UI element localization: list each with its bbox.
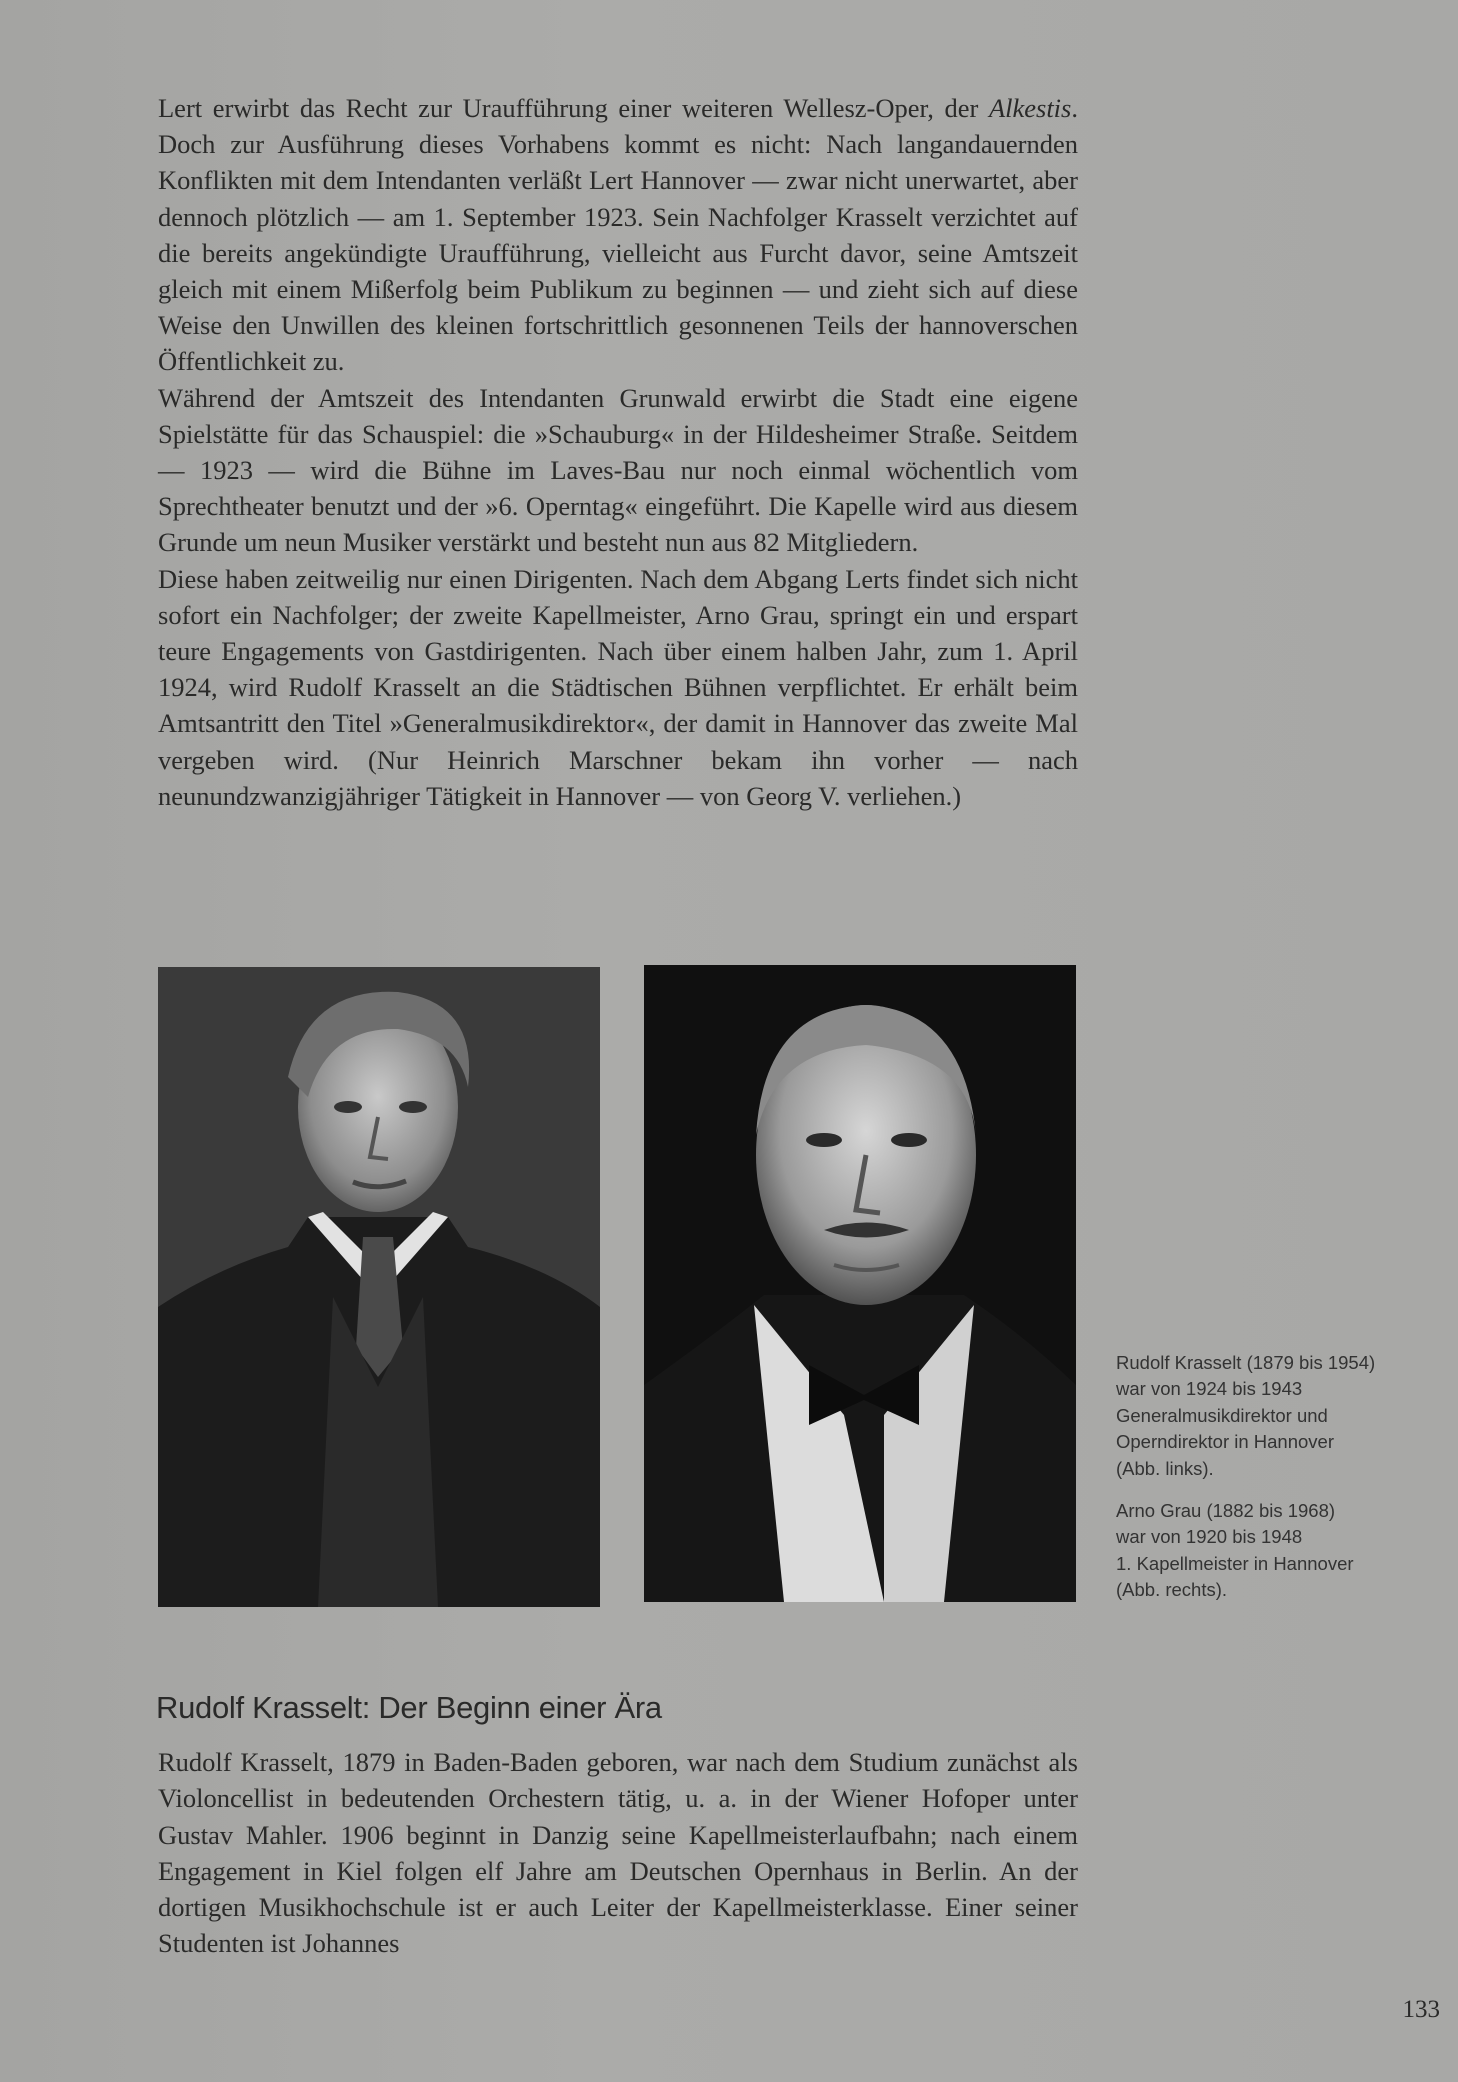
photo-rudolf-krasselt [158,967,600,1607]
paragraph-krasselt-bio: Rudolf Krasselt, 1879 in Baden-Baden geboren, war nach dem Studium zunächst als Violoncellist in bedeutenden Orchestern tätig, u. a. in der Wiener Hofoper unter Gustav Mahler. 1906 beginnt in Danzig seine Kapellmeisterlaufbahn; nach einem Engagement in Kiel folgen elf Jahre am Deutschen Opernhaus in Berlin. An der dortigen Musikhochschule ist er auch Leiter der Kapellmeisterklasse. Einer seiner Studenten ist Johannes [158,1747,1078,1959]
caption-grau [1116,1498,1446,1604]
caption-line: Operndirektor in Hannover [1116,1431,1334,1453]
page-number: 133 [1402,1996,1440,2023]
section-heading: Rudolf Krasselt: Der Beginn einer Ära [156,1690,662,1725]
paragraph-lert-rest: . Doch zur Ausführung dieses Vorhabens kommt es nicht: Nach langandauernden Konflikten mit dem Intendanten verläßt Lert Hannover — zwar nicht unerwartet, aber dennoch plötzlich — am 1. September 1923. Sein Nachfolger Krasselt verzichtet auf die bereits angekündigte Uraufführung, vielleicht aus Furcht davor, seine Amtszeit gleich mit einem Mißerfolg beim Publikum zu beginnen — und zieht sich auf diese Weise den Unwillen des kleinen fortschrittlich gesonnenen Teils der hannoverschen Öffentlichkeit zu. [158,93,1078,377]
caption-krasselt [1116,1350,1446,1482]
paragraph-schauburg: Während der Amtszeit des Intendanten Grunwald erwirbt die Stadt eine eigene Spielstätte für das Schauspiel: die »Schauburg« in der Hildesheimer Straße. Seitdem — 1923 — wird die Bühne im Laves-Bau nur noch einmal wöchentlich vom Sprechtheater benutzt und der »6. Operntag« eingeführt. Die Kapelle wird aus diesem Grunde um neun Musiker verstärkt und besteht nun aus 82 Mitgliedern. [158,382,1078,558]
caption-line: war von 1920 bis 1948 [1116,1526,1303,1548]
caption-line: war von 1924 bis 1943 [1116,1378,1303,1400]
intro-text [158,90,1078,814]
section-text [158,1744,1078,1962]
portrait-grau-illustration [644,965,1076,1602]
caption-line: Generalmusikdirektor und [1116,1404,1328,1426]
caption-line: (Abb. rechts). [1116,1579,1228,1601]
photo-arno-grau [644,965,1076,1602]
opera-title: Alkestis [988,93,1072,123]
paragraph-lert [158,90,1078,380]
paragraph-lert-start: Lert erwirbt das Recht zur Uraufführung einer weiteren Wellesz-Oper, der [158,93,989,123]
portrait-krasselt-illustration [158,967,600,1607]
paragraph-dirigenten: Diese haben zeitweilig nur einen Dirigenten. Nach dem Abgang Lerts findet sich nicht sofort ein Nachfolger; der zweite Kapellmeister, Arno Grau, springt ein und erspart teure Engagements von Gastdirigenten. Nach über einem halben Jahr, zum 1. April 1924, wird Rudolf Krasselt an die Städtischen Bühnen verpflichtet. Er erhält beim Amtsantritt den Titel »Generalmusikdirektor«, der damit in Hannover das zweite Mal vergeben wird. (Nur Heinrich Marschner bekam ihn vorher — nach neunundzwanzigjähriger Tätigkeit in Hannover — von Georg V. verliehen.) [158,563,1078,811]
caption-line: 1. Kapellmeister in Hannover [1116,1552,1354,1574]
caption-line: (Abb. links). [1116,1457,1214,1479]
caption-line: Arno Grau (1882 bis 1968) [1116,1500,1336,1521]
caption-line: Rudolf Krasselt (1879 bis 1954) [1116,1352,1376,1373]
